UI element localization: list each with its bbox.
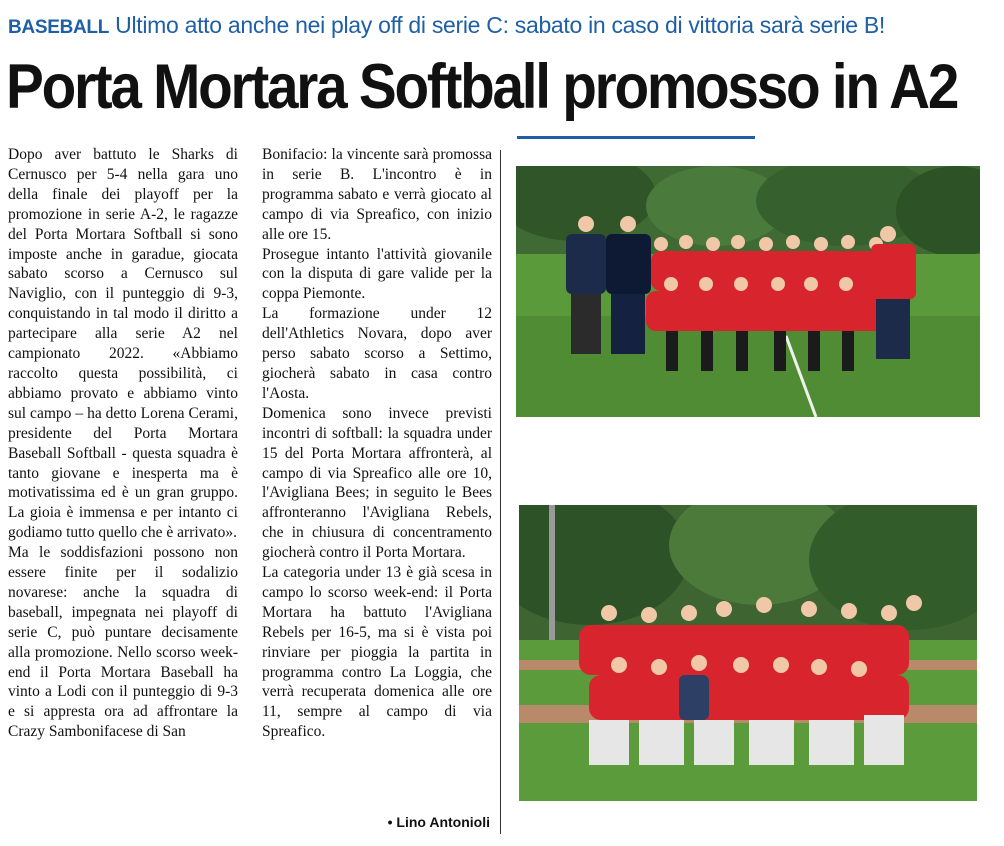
paragraph: Prosegue intanto l'attività giovanile con la disputa di gare valide per la coppa Piemonte.	[262, 245, 492, 303]
baseball-team-photo	[519, 505, 977, 801]
headline: Porta Mortara Softball promosso in A2	[6, 52, 958, 122]
kicker	[8, 10, 998, 43]
paragraph: Dopo aver battuto le Sharks di Cernusco per 5-4 nella gara uno della finale dei playoff per la promozione in serie A-2, le ragazze del Porta Mortara Softball si sono imposte anche in garadue, giocata sabato scorso a Cernusco sul Naviglio, con il punteggio di 9-3, conquistando in tal modo il diritto a partecipare alla serie A2 nel campionato 2022. «Abbiamo raccolto questa possibilità, ci abbiamo provato e abbiamo vinto sul campo – ha detto Lorena Cerami, presidente del Porta Mortara Baseball Softball - questa squadra è tanto giovane e inesperta ma è motivatissima ed è un gran gruppo. La gioia è immensa e per intanto ci godiamo tutto quello che è arrivato».	[8, 146, 238, 542]
paragraph: Domenica sono invece previsti incontri di softball: la squadra under 15 del Porta Mortara affronterà, al campo di via Spreafico alle ore 10, l'Avigliana Bees; in seguito le Bees affronteranno l'Avigliana Rebels, che in chiusura di concentramento giocherà contro il Porta Mortara.	[262, 404, 492, 562]
paragraph: La categoria under 13 è già scesa in campo lo scorso week-end: il Porta Mortara ha battuto l'Avigliana Rebels per 16-5, ma si è vista poi rinviare per pioggia la partita in programma contro La Loggia, che verrà recuperata domenica alle ore 11, sempre al campo di via Spreafico.	[262, 564, 492, 741]
kicker-subtitle: Ultimo atto anche nei play off di serie C: sabato in caso di vittoria sarà serie B!	[115, 12, 885, 38]
column-divider	[500, 150, 501, 834]
paragraph: La formazione under 12 dell'Athletics Novara, dopo aver perso sabato scorso a Settimo, giocherà sabato in casa contro l'Aosta.	[262, 305, 492, 402]
paragraph: Ma le soddisfazioni possono non essere finite per il sodalizio novarese: anche la squadra di baseball, impegnata nei playoff di serie C, può puntare decisamente alla promozione. Nello scorso week-end il Porta Mortara Baseball ha vinto a Lodi con il punteggio di 9-3 e si appresta ora ad affrontare la Crazy Sambonifacese di San	[8, 544, 238, 741]
byline: • Lino Antonioli	[387, 814, 490, 830]
article-column-2	[262, 145, 492, 742]
accent-rule	[517, 136, 755, 139]
section-label: BASEBALL	[8, 17, 110, 38]
article-column-1	[8, 145, 238, 742]
paragraph: Bonifacio: la vincente sarà promossa in serie B. L'incontro è in programma sabato e verrà giocato al campo di via Spreafico, con inizio alle ore 15.	[262, 146, 492, 243]
softball-team-photo	[516, 166, 980, 417]
